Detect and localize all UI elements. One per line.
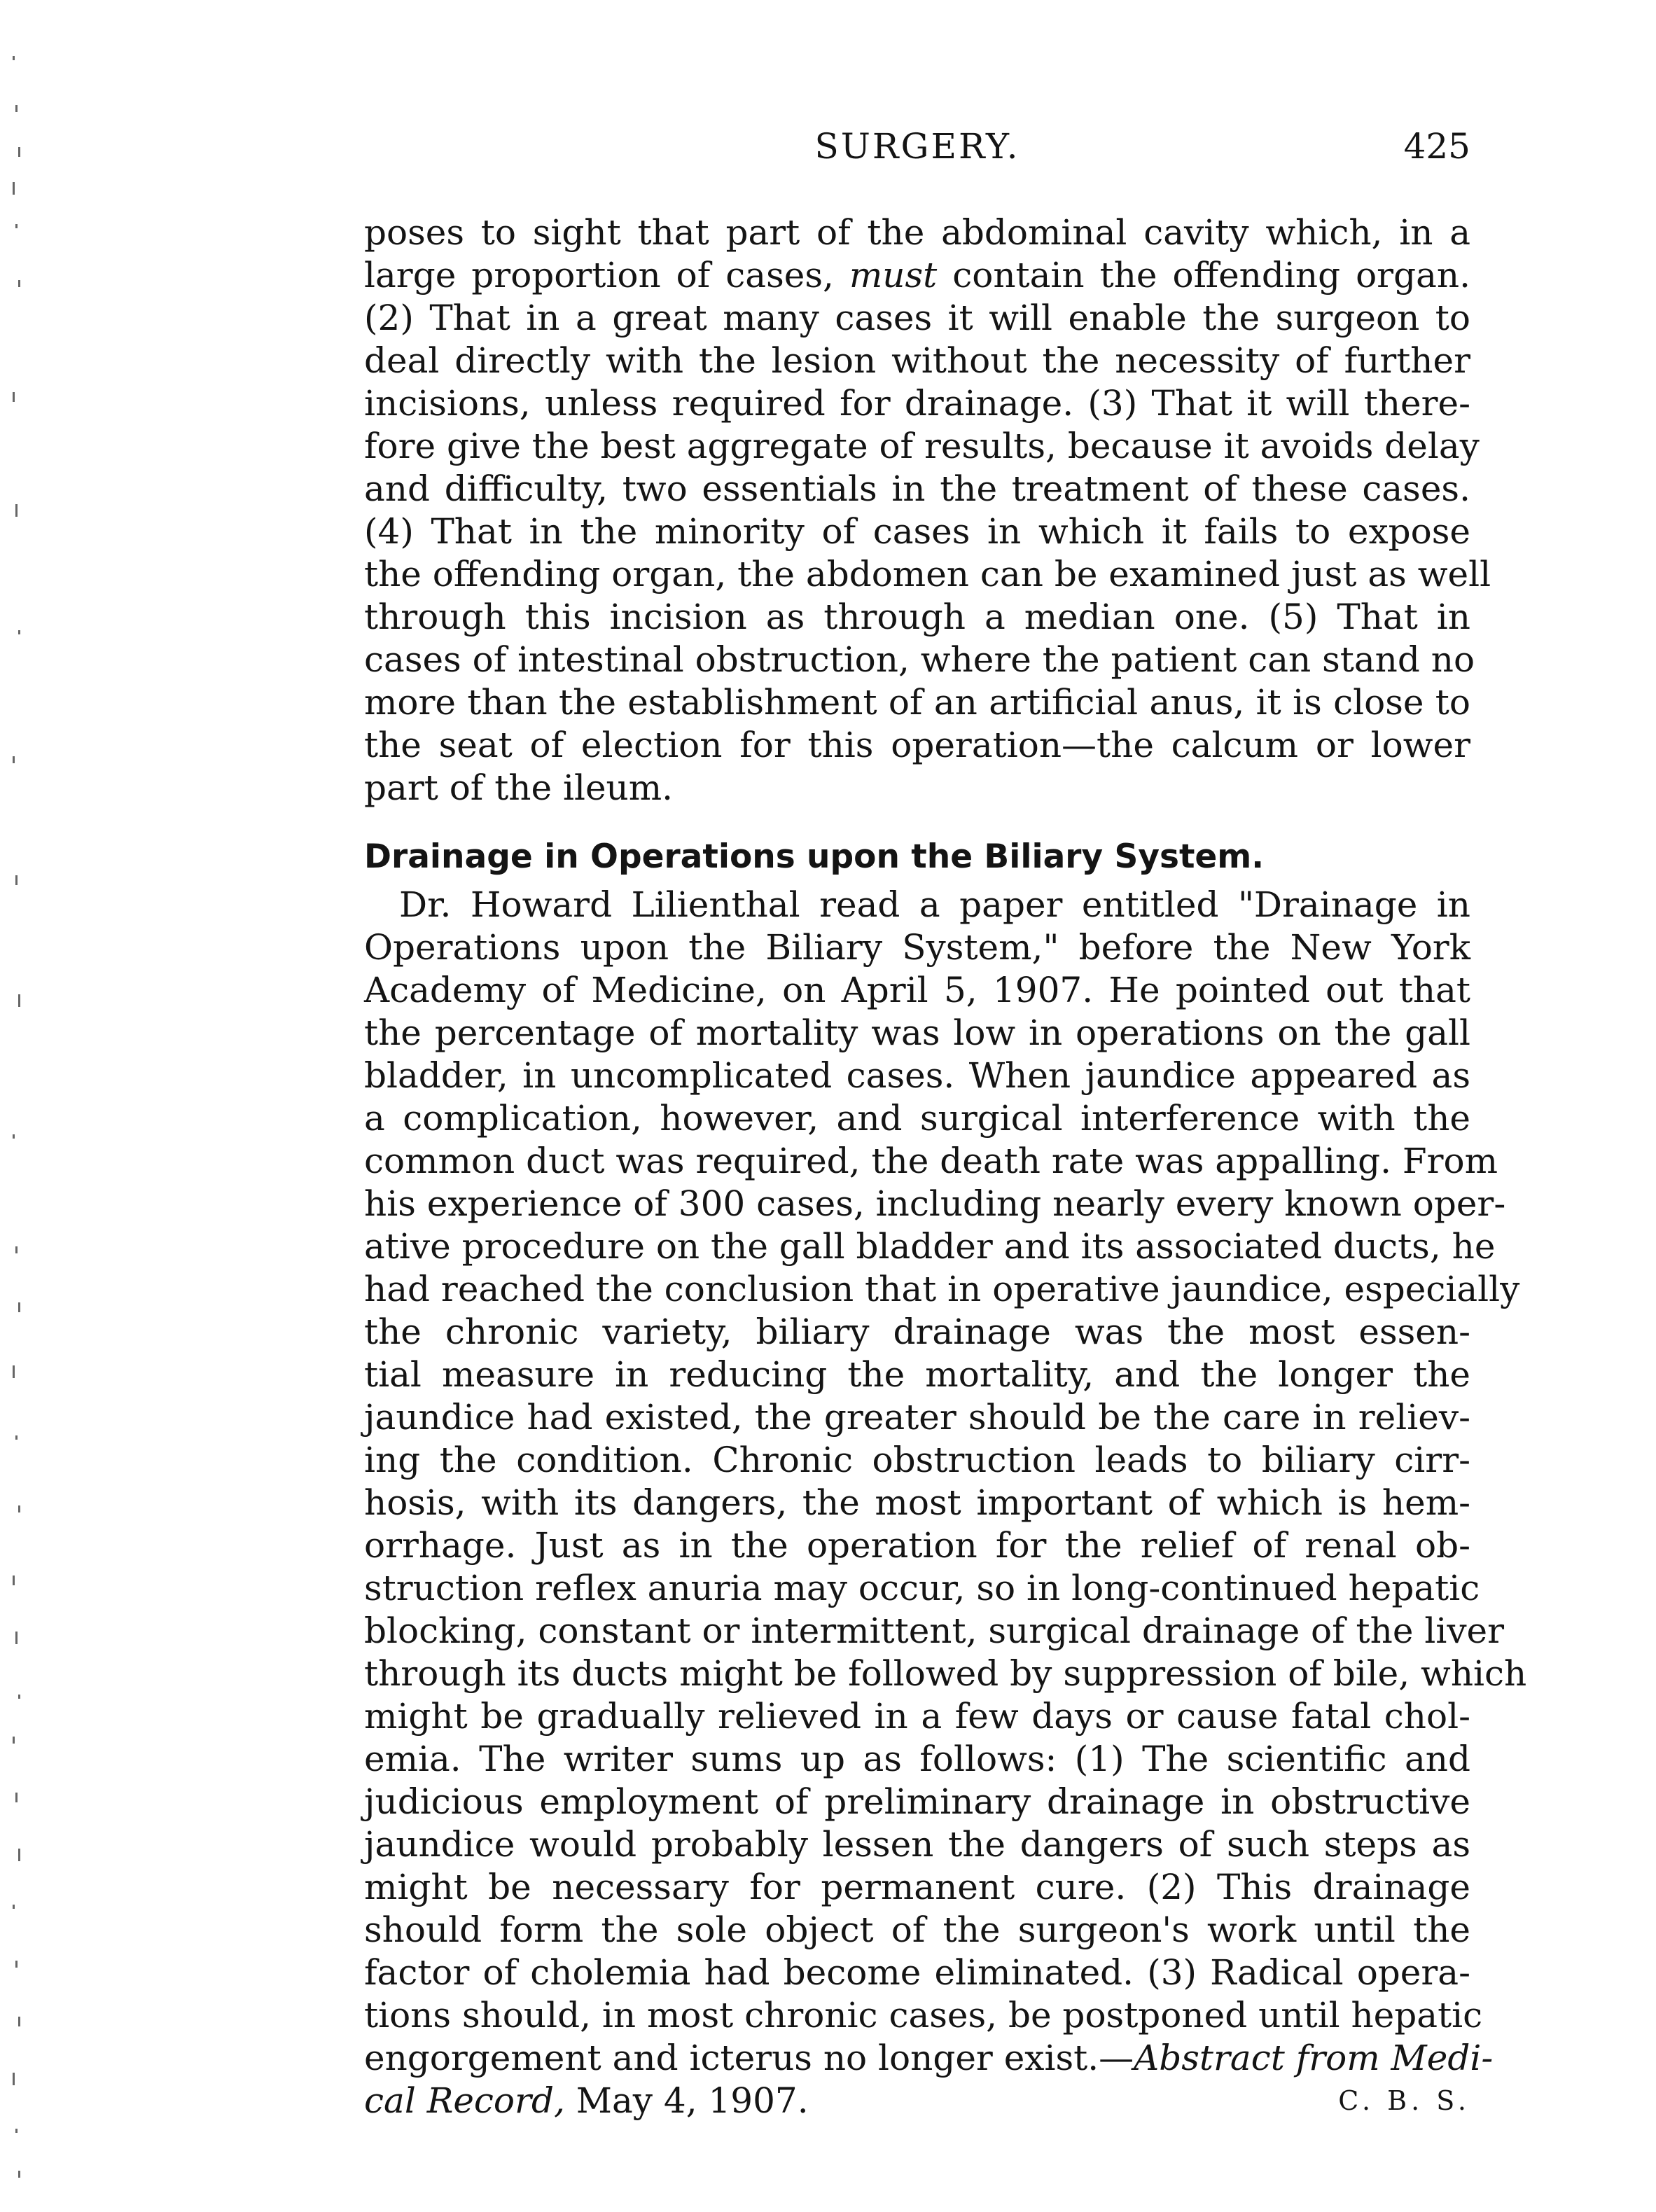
scan-speck	[15, 224, 18, 228]
text-line: might be gradually relieved in a few days or cause fatal chol-	[364, 1696, 1470, 1737]
article-paragraph	[364, 884, 1527, 2122]
text-line: bladder, in uncomplicated cases. When jaundice appeared as	[364, 1055, 1470, 1096]
text-line: emia. The writer sums up as follows: (1) The scientific and	[364, 1739, 1470, 1779]
text-line: (2) That in a great many cases it will enable the surgeon to	[364, 298, 1470, 338]
text-line: factor of cholemia had become eliminated. (3) Radical opera-	[364, 1952, 1470, 1993]
section-heading: Drainage in Operations upon the Biliary System.	[364, 837, 1265, 876]
running-head	[364, 126, 1470, 175]
text-line: the percentage of mortality was low in operations on the gall	[364, 1013, 1470, 1053]
scan-speck	[13, 1134, 15, 1139]
text-line: Dr. Howard Lilienthal read a paper entitled "Drainage in	[399, 884, 1470, 925]
scan-speck	[15, 1793, 18, 1802]
text-line: cases of intestinal obstruction, where the patient can stand no	[364, 639, 1475, 680]
text-line: engorgement and icterus no longer exist.—Abstract from Medi-	[364, 2038, 1494, 2078]
scan-speck	[13, 1365, 15, 1378]
text-line: tial measure in reducing the mortality, and the longer the	[364, 1354, 1470, 1395]
scan-speck	[13, 756, 15, 763]
scan-speck	[18, 147, 20, 157]
text-line: a complication, however, and surgical interference with the	[364, 1098, 1470, 1139]
page-number: 425	[1403, 126, 1470, 167]
text-line: jaundice had existed, the greater should be the care in reliev-	[364, 1397, 1470, 1438]
text-line: Academy of Medicine, on April 5, 1907. He pointed out that	[364, 970, 1470, 1010]
text-line: large proportion of cases, must contain the offending organ.	[364, 255, 1470, 295]
text-line: hosis, with its dangers, the most important of which is hem-	[364, 1482, 1470, 1523]
text-line: had reached the conclusion that in operative jaundice, especially	[364, 1269, 1520, 1309]
scan-speck	[18, 1849, 20, 1861]
text-line: his experience of 300 cases, including nearly every known oper-	[364, 1183, 1506, 1224]
text-line: (4) That in the minority of cases in which it fails to expose	[364, 511, 1470, 552]
citation-source: cal Record, May 4, 1907.	[364, 2080, 809, 2121]
scan-speck	[18, 1505, 20, 1512]
text-line: and difficulty, two essentials in the treatment of these cases.	[364, 468, 1470, 509]
scan-speck	[13, 1575, 15, 1585]
text-line: through its ducts might be followed by suppression of bile, which	[364, 1653, 1527, 1694]
text-line: orrhage. Just as in the operation for the relief of renal ob-	[364, 1525, 1470, 1566]
text-line: tions should, in most chronic cases, be postponed until hepatic	[364, 1995, 1483, 2036]
text-line: struction reflex anuria may occur, so in long-continued hepatic	[364, 1568, 1480, 1608]
scan-speck	[15, 105, 18, 112]
text-line: judicious employment of preliminary drainage in obstructive	[364, 1781, 1470, 1822]
scan-speck	[18, 630, 20, 634]
scan-speck	[15, 875, 18, 885]
scan-speck	[18, 2017, 20, 2026]
text-line: should form the sole object of the surgeon's work until the	[364, 1910, 1470, 1950]
running-title: SURGERY.	[814, 126, 1020, 167]
scan-speck	[13, 2073, 15, 2085]
scan-speck	[13, 56, 15, 60]
scan-speck	[18, 1302, 20, 1312]
scan-speck	[13, 182, 15, 195]
author-initials: C. B. S.	[1338, 2085, 1470, 2116]
text-line: incisions, unless required for drainage. (3) That it will there-	[364, 383, 1470, 424]
text-line: more than the establishment of an artificial anus, it is close to	[364, 682, 1470, 723]
text-line: the seat of election for this operation—the calcum or lower	[364, 725, 1470, 765]
text-line: might be necessary for permanent cure. (2) This drainage	[364, 1867, 1470, 1907]
scan-speck	[18, 994, 20, 1007]
scan-speck	[15, 2129, 18, 2133]
text-line: ative procedure on the gall bladder and its associated ducts, he	[364, 1226, 1496, 1267]
text-line: part of the ileum.	[364, 767, 674, 808]
continued-paragraph	[364, 211, 1491, 809]
text-line: jaundice would probably lessen the dangers of such steps as	[364, 1824, 1470, 1865]
citation-line	[364, 2080, 1470, 2122]
scan-speck	[15, 1961, 18, 1968]
scan-speck	[18, 280, 20, 287]
scan-speck	[15, 1435, 18, 1440]
text-line: the chronic variety, biliary drainage was the most essen-	[364, 1312, 1470, 1352]
text-line: through this incision as through a median one. (5) That in	[364, 597, 1470, 637]
text-line: fore give the best aggregate of results, because it avoids delay	[364, 426, 1480, 466]
scan-speck	[18, 2171, 20, 2178]
text-line: deal directly with the lesion without the necessity of further	[364, 340, 1470, 381]
text-line: ing the condition. Chronic obstruction leads to biliary cirr-	[364, 1440, 1470, 1480]
scan-speck	[15, 1246, 18, 1253]
text-line: Operations upon the Biliary System," before the New York	[364, 927, 1470, 968]
scan-speck	[15, 1632, 18, 1644]
scan-speck	[13, 392, 15, 402]
scan-speck	[13, 1905, 15, 1909]
text-line: blocking, constant or intermittent, surgical drainage of the liver	[364, 1611, 1505, 1651]
scan-speck	[13, 1737, 15, 1744]
text-line: common duct was required, the death rate was appalling. From	[364, 1141, 1498, 1181]
text-line: the offending organ, the abdomen can be examined just as well	[364, 554, 1491, 594]
scan-speck	[15, 504, 18, 517]
scan-speck	[18, 1695, 20, 1699]
text-line: poses to sight that part of the abdominal cavity which, in a	[364, 212, 1470, 253]
scan-edge-marks	[13, 0, 41, 2212]
